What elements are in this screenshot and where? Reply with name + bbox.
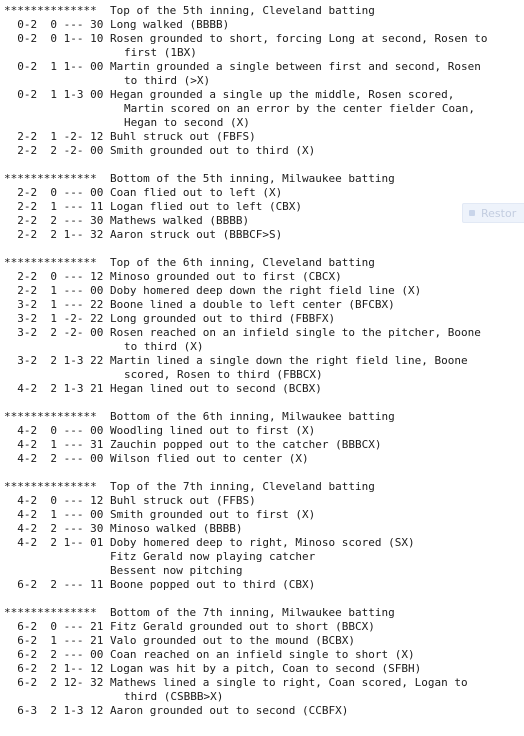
play-line — [4, 88, 520, 102]
inning-title: Bottom of the 6th inning, Milwaukee batting — [110, 410, 395, 423]
substitution-note — [4, 550, 520, 564]
inning-header — [4, 606, 520, 620]
inning-header — [4, 4, 520, 18]
play-line — [4, 326, 520, 340]
game-state — [4, 46, 110, 60]
play-description: scored, Rosen to third (FBBCX) — [124, 368, 323, 381]
game-state: 6-3 2 1-3 12 — [4, 704, 104, 717]
play-description: Long grounded out to third (FBBFX) — [110, 312, 336, 325]
inning-title: Bottom of the 5th inning, Milwaukee batting — [110, 172, 395, 185]
game-state: 2-2 2 -2- 00 — [4, 144, 104, 157]
section-spacer — [4, 466, 520, 480]
play-description: Logan flied out to left (CBX) — [110, 200, 303, 213]
section-spacer — [4, 396, 520, 410]
game-state: 2-2 1 --- 11 — [4, 200, 104, 213]
play-description: Long walked (BBBB) — [110, 18, 230, 31]
play-description: Buhl struck out (FBFS) — [110, 130, 256, 143]
play-description: Zauchin popped out to the catcher (BBBCX) — [110, 438, 382, 451]
play-line — [4, 662, 520, 676]
section-spacer — [4, 242, 520, 256]
game-state: 2-2 2 --- 30 — [4, 214, 104, 227]
inning-separator: ************** — [4, 4, 97, 17]
play-line — [4, 214, 520, 228]
play-description: Bessent now pitching — [110, 564, 243, 577]
game-state: 6-2 1 --- 21 — [4, 634, 104, 647]
game-state: 6-2 0 --- 21 — [4, 620, 104, 633]
game-state: 3-2 2 1-3 22 — [4, 354, 104, 367]
game-state: 2-2 0 --- 00 — [4, 186, 104, 199]
play-description: Minoso grounded out to first (CBCX) — [110, 270, 342, 283]
inning-separator: ************** — [4, 256, 97, 269]
game-state: 2-2 1 -2- 12 — [4, 130, 104, 143]
game-state — [4, 564, 110, 578]
game-state: 6-2 2 1-- 12 — [4, 662, 104, 675]
game-state: 6-2 2 --- 11 — [4, 578, 104, 591]
game-state: 4-2 2 1-- 01 — [4, 536, 104, 549]
play-continuation — [4, 690, 520, 704]
play-line — [4, 144, 520, 158]
restore-icon — [469, 210, 475, 216]
game-state — [4, 340, 110, 354]
play-description: Martin scored on an error by the center fielder Coan, — [124, 102, 475, 115]
play-description: Hegan grounded a single up the middle, Rosen scored, — [110, 88, 455, 101]
play-description: Rosen grounded to short, forcing Long at second, Rosen to — [110, 32, 488, 45]
play-description: first (1BX) — [124, 46, 197, 59]
play-description: Doby homered deep to right, Minoso scored (SX) — [110, 536, 415, 549]
inning-separator: ************** — [4, 606, 97, 619]
play-continuation — [4, 116, 520, 130]
game-state — [4, 116, 110, 130]
play-line — [4, 578, 520, 592]
play-description: Smith grounded out to first (X) — [110, 508, 316, 521]
play-line — [4, 522, 520, 536]
play-line — [4, 270, 520, 284]
play-continuation — [4, 102, 520, 116]
play-continuation — [4, 46, 520, 60]
play-description: Coan reached on an infield single to short (X) — [110, 648, 415, 661]
inning-separator: ************** — [4, 480, 97, 493]
play-description: Aaron struck out (BBBCF>S) — [110, 228, 283, 241]
play-line — [4, 438, 520, 452]
play-line — [4, 648, 520, 662]
play-description: Valo grounded out to the mound (BCBX) — [110, 634, 356, 647]
play-description: Martin grounded a single between first and second, Rosen — [110, 60, 481, 73]
play-line — [4, 130, 520, 144]
game-state: 2-2 1 --- 00 — [4, 284, 104, 297]
play-line — [4, 676, 520, 690]
play-line — [4, 354, 520, 368]
play-description: Martin lined a single down the right field line, Boone — [110, 354, 468, 367]
game-state: 4-2 2 1-3 21 — [4, 382, 104, 395]
play-description: Doby homered deep down the right field line (X) — [110, 284, 422, 297]
game-state — [4, 690, 110, 704]
play-line — [4, 494, 520, 508]
play-description: Boone popped out to third (CBX) — [110, 578, 316, 591]
play-description: to third (X) — [124, 340, 204, 353]
inning-header — [4, 410, 520, 424]
inning-separator: ************** — [4, 410, 97, 423]
play-line — [4, 424, 520, 438]
play-description: Rosen reached on an infield single to the pitcher, Boone — [110, 326, 481, 339]
game-state: 6-2 2 12- 32 — [4, 676, 104, 689]
play-description: Hegan to second (X) — [124, 116, 250, 129]
play-line — [4, 634, 520, 648]
play-line — [4, 620, 520, 634]
play-description: Mathews walked (BBBB) — [110, 214, 250, 227]
play-description: Woodling lined out to first (X) — [110, 424, 316, 437]
game-state: 4-2 1 --- 31 — [4, 438, 104, 451]
game-state — [4, 368, 110, 382]
inning-title: Top of the 5th inning, Cleveland batting — [110, 4, 375, 17]
play-line — [4, 32, 520, 46]
section-spacer — [4, 592, 520, 606]
game-state: 2-2 0 --- 12 — [4, 270, 104, 283]
play-line — [4, 200, 520, 214]
play-description: to third (>X) — [124, 74, 211, 87]
play-line — [4, 704, 520, 718]
play-description: Smith grounded out to third (X) — [110, 144, 316, 157]
play-line — [4, 312, 520, 326]
play-by-play-log — [4, 4, 520, 718]
game-state — [4, 550, 110, 564]
game-state: 0-2 0 1-- 10 — [4, 32, 104, 45]
restore-tab[interactable] — [462, 203, 524, 223]
play-description: Fitz Gerald now playing catcher — [110, 550, 316, 563]
play-continuation — [4, 74, 520, 88]
game-state: 0-2 1 1-3 00 — [4, 88, 104, 101]
play-line — [4, 536, 520, 550]
game-state: 4-2 0 --- 12 — [4, 494, 104, 507]
game-state: 6-2 2 --- 00 — [4, 648, 104, 661]
game-state — [4, 102, 110, 116]
play-description: Minoso walked (BBBB) — [110, 522, 243, 535]
play-line — [4, 508, 520, 522]
game-state: 0-2 1 1-- 00 — [4, 60, 104, 73]
game-state: 4-2 2 --- 30 — [4, 522, 104, 535]
play-description: Coan flied out to left (X) — [110, 186, 283, 199]
game-state: 3-2 1 --- 22 — [4, 298, 104, 311]
inning-title: Top of the 6th inning, Cleveland batting — [110, 256, 375, 269]
inning-title: Bottom of the 7th inning, Milwaukee batting — [110, 606, 395, 619]
play-line — [4, 298, 520, 312]
play-description: third (CSBBB>X) — [124, 690, 224, 703]
play-line — [4, 186, 520, 200]
play-description: Mathews lined a single to right, Coan scored, Logan to — [110, 676, 468, 689]
play-description: Fitz Gerald grounded out to short (BBCX) — [110, 620, 375, 633]
play-description: Hegan lined out to second (BCBX) — [110, 382, 322, 395]
play-line — [4, 228, 520, 242]
play-line — [4, 60, 520, 74]
play-line — [4, 452, 520, 466]
play-line — [4, 18, 520, 32]
game-state — [4, 74, 110, 88]
play-description: Buhl struck out (FFBS) — [110, 494, 256, 507]
game-state: 3-2 2 -2- 00 — [4, 326, 104, 339]
play-description: Logan was hit by a pitch, Coan to second (SFBH) — [110, 662, 422, 675]
game-state: 2-2 2 1-- 32 — [4, 228, 104, 241]
game-state: 4-2 2 --- 00 — [4, 452, 104, 465]
inning-separator: ************** — [4, 172, 97, 185]
section-spacer — [4, 158, 520, 172]
game-state: 4-2 1 --- 00 — [4, 508, 104, 521]
play-line — [4, 284, 520, 298]
substitution-note — [4, 564, 520, 578]
game-state: 0-2 0 --- 30 — [4, 18, 104, 31]
inning-header — [4, 256, 520, 270]
play-description: Aaron grounded out to second (CCBFX) — [110, 704, 349, 717]
inning-title: Top of the 7th inning, Cleveland batting — [110, 480, 375, 493]
play-continuation — [4, 368, 520, 382]
game-state: 4-2 0 --- 00 — [4, 424, 104, 437]
play-continuation — [4, 340, 520, 354]
game-state: 3-2 1 -2- 22 — [4, 312, 104, 325]
play-description: Boone lined a double to left center (BFCBX) — [110, 298, 395, 311]
play-line — [4, 382, 520, 396]
inning-header — [4, 480, 520, 494]
inning-header — [4, 172, 520, 186]
restore-tab-label: Restor — [481, 206, 517, 220]
play-description: Wilson flied out to center (X) — [110, 452, 309, 465]
